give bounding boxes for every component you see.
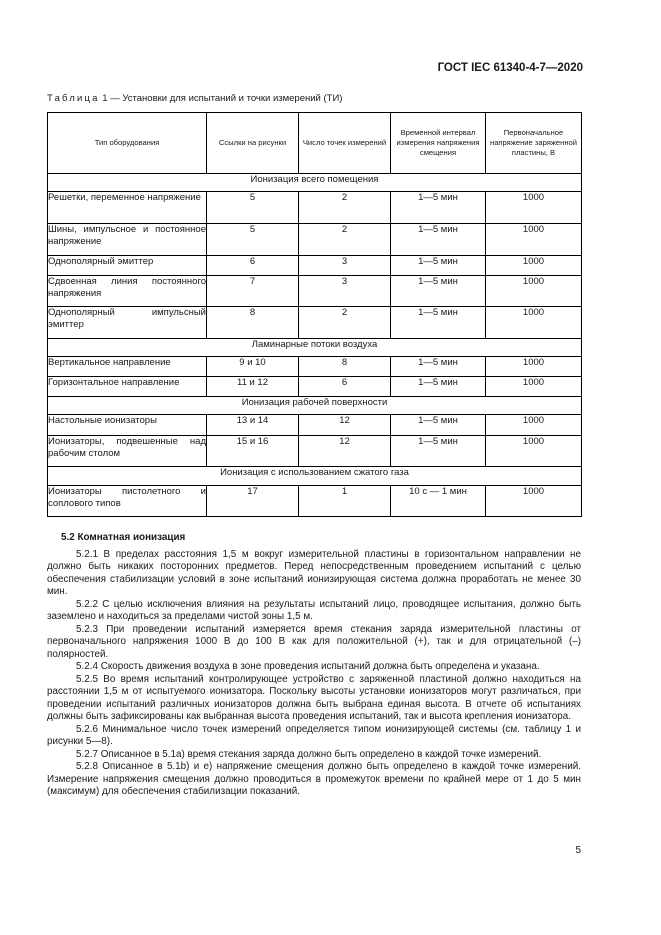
points-count: 12 bbox=[299, 436, 391, 467]
section-heading: 5.2 Комнатная ионизация bbox=[61, 532, 186, 543]
points-count: 2 bbox=[299, 192, 391, 224]
header-offset-interval: Временной интервал измерения напряжения смещения bbox=[391, 113, 486, 174]
equipment-name: Однополярный импульсный эмиттер bbox=[48, 307, 207, 339]
offset-interval: 1—5 мин bbox=[391, 357, 486, 377]
figure-ref: 6 bbox=[207, 256, 299, 276]
header-initial-voltage: Первоначальное напряжение заряженной пластины, В bbox=[486, 113, 582, 174]
table-row bbox=[48, 192, 582, 224]
points-count: 12 bbox=[299, 415, 391, 436]
offset-interval: 1—5 мин bbox=[391, 276, 486, 307]
table-row bbox=[48, 357, 582, 377]
section-row bbox=[48, 174, 582, 192]
initial-voltage: 1000 bbox=[486, 307, 582, 339]
paragraph: 5.2.2 С целью исключения влияния на результаты испытаний лицо, проводящее испытания, должно быть заземлено и находиться за пределами чистой зоны 1,5 м. bbox=[47, 598, 581, 622]
points-count: 2 bbox=[299, 307, 391, 339]
section-title: Ионизация с использованием сжатого газа bbox=[48, 467, 582, 486]
paragraph: 5.2.6 Минимальное число точек измерений определяется типом ионизирующей системы (см. таблицу 1 и рисунки 5—8). bbox=[47, 723, 581, 747]
offset-interval: 1—5 мин bbox=[391, 192, 486, 224]
figure-ref: 5 bbox=[207, 192, 299, 224]
initial-voltage: 1000 bbox=[486, 276, 582, 307]
equipment-name: Ионизаторы пистолетного и соплового типов bbox=[48, 486, 207, 517]
paragraph: 5.2.3 При проведении испытаний измеряется время стекания заряда измерительной пластины от первоначального напряжения 1000 В до 100 В как для положительной (+), так и для отрицательной (–) полярностей. bbox=[47, 623, 581, 660]
section-title: Ионизация рабочей поверхности bbox=[48, 397, 582, 415]
initial-voltage: 1000 bbox=[486, 192, 582, 224]
offset-interval: 1—5 мин bbox=[391, 256, 486, 276]
paragraph: 5.2.8 Описанное в 5.1b) и е) напряжение смещения должно быть определено в каждой точке измерений. Измерение напряжения смещения должно проводиться в промежуток времени по крайней мере от 1 до 5 мин (максимум) для обеспечения стабилизации показаний. bbox=[47, 761, 581, 797]
figure-ref: 5 bbox=[207, 224, 299, 256]
points-count: 3 bbox=[299, 276, 391, 307]
figure-ref: 13 и 14 bbox=[207, 415, 299, 436]
table-row bbox=[48, 436, 582, 467]
table-row bbox=[48, 415, 582, 436]
equipment-name: Вертикальное направление bbox=[48, 357, 207, 377]
table-caption bbox=[47, 93, 342, 104]
initial-voltage: 1000 bbox=[486, 357, 582, 377]
header-figure-refs: Ссылки на рисунки bbox=[207, 113, 299, 174]
equipment-name: Ионизаторы, подвешенные над рабочим столом bbox=[48, 436, 207, 467]
figure-ref: 8 bbox=[207, 307, 299, 339]
points-count: 6 bbox=[299, 377, 391, 397]
table-row bbox=[48, 224, 582, 256]
section-row bbox=[48, 397, 582, 415]
initial-voltage: 1000 bbox=[486, 436, 582, 467]
points-count: 8 bbox=[299, 357, 391, 377]
table-row bbox=[48, 256, 582, 276]
initial-voltage: 1000 bbox=[486, 256, 582, 276]
figure-ref: 17 bbox=[207, 486, 299, 517]
table-row bbox=[48, 486, 582, 517]
points-count: 2 bbox=[299, 224, 391, 256]
paragraph: 5.2.4 Скорость движения воздуха в зоне проведения испытаний должна быть определена и указана. bbox=[76, 661, 540, 672]
setup-table bbox=[47, 112, 582, 517]
offset-interval: 10 с — 1 мин bbox=[391, 486, 486, 517]
equipment-name: Однополярный эмиттер bbox=[48, 256, 207, 276]
paragraph: 5.2.5 Во время испытаний контролирующее устройство с заряженной пластиной должно находиться на расстоянии 1,5 м от испытуемого ионизатора. Поскольку высоты установки ионизаторов могут различаться, при проведении испытаний различных ионизаторов должна быть выбрана единая высота. В отчете об испытаниях должны быть зафиксированы как выбранная высота проведения испытаний, так и высота крепления ионизатора. bbox=[47, 673, 581, 722]
table-header-row bbox=[48, 113, 582, 174]
page-number: 5 bbox=[575, 845, 581, 856]
figure-ref: 15 и 16 bbox=[207, 436, 299, 467]
initial-voltage: 1000 bbox=[486, 415, 582, 436]
figure-ref: 7 bbox=[207, 276, 299, 307]
table-row bbox=[48, 377, 582, 397]
equipment-name: Шины, импульсное и постоянное напряжение bbox=[48, 224, 207, 256]
equipment-name: Настольные ионизаторы bbox=[48, 415, 207, 436]
offset-interval: 1—5 мин bbox=[391, 436, 486, 467]
section-body bbox=[47, 532, 581, 799]
section-row bbox=[48, 339, 582, 357]
equipment-name: Горизонтальное направление bbox=[48, 377, 207, 397]
figure-ref: 11 и 12 bbox=[207, 377, 299, 397]
points-count: 3 bbox=[299, 256, 391, 276]
document-header: ГОСТ IEC 61340-4-7—2020 bbox=[437, 62, 583, 74]
header-equipment-type: Тип оборудования bbox=[48, 113, 207, 174]
section-title: Ионизация всего помещения bbox=[48, 174, 582, 192]
table-row bbox=[48, 307, 582, 339]
initial-voltage: 1000 bbox=[486, 486, 582, 517]
paragraph: 5.2.1 В пределах расстояния 1,5 м вокруг измерительной пластины в горизонтальном направлении не должно быть никаких посторонних предметов. Перед непосредственным проведением испытаний с целью обеспечения стабилизации условий в зоне испытаний ионизирующая система должна проработать не менее 30 мин. bbox=[47, 548, 581, 597]
table-caption-label: Таблица bbox=[47, 93, 100, 104]
equipment-name: Решетки, переменное напряжение bbox=[48, 192, 207, 224]
equipment-name: Сдвоенная линия постоянного напряжения bbox=[48, 276, 207, 307]
offset-interval: 1—5 мин bbox=[391, 307, 486, 339]
figure-ref: 9 и 10 bbox=[207, 357, 299, 377]
initial-voltage: 1000 bbox=[486, 377, 582, 397]
section-title: Ламинарные потоки воздуха bbox=[48, 339, 582, 357]
initial-voltage: 1000 bbox=[486, 224, 582, 256]
offset-interval: 1—5 мин bbox=[391, 224, 486, 256]
offset-interval: 1—5 мин bbox=[391, 377, 486, 397]
table-caption-text: 1 — Установки для испытаний и точки измерений (ТИ) bbox=[99, 93, 343, 104]
header-points-count: Число точек измерений bbox=[299, 113, 391, 174]
offset-interval: 1—5 мин bbox=[391, 415, 486, 436]
paragraph: 5.2.7 Описанное в 5.1а) время стекания заряда должно быть определено в каждой точке измерений. bbox=[76, 748, 542, 760]
table-row bbox=[48, 276, 582, 307]
section-row bbox=[48, 467, 582, 486]
points-count: 1 bbox=[299, 486, 391, 517]
